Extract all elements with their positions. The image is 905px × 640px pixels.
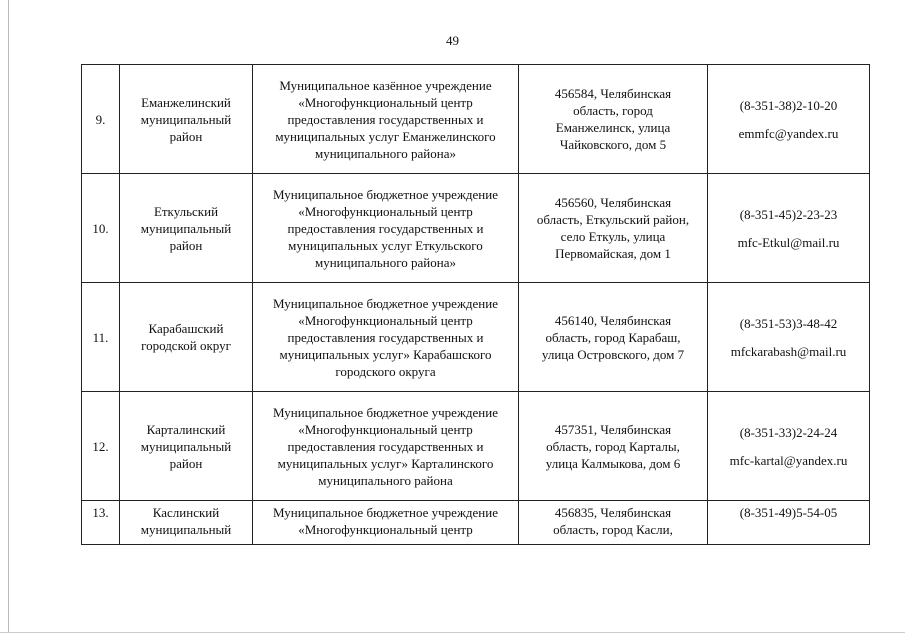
district-cell bbox=[120, 501, 253, 545]
institution-line: предоставления государственных и bbox=[287, 220, 484, 236]
address-line: 456140, Челябинская bbox=[554, 312, 672, 328]
email-address: emmfc@yandex.ru bbox=[738, 125, 839, 141]
table-body bbox=[82, 65, 870, 545]
contact-cell bbox=[708, 392, 870, 501]
address-line: Чайковского, дом 5 bbox=[559, 137, 667, 152]
table-row bbox=[82, 392, 870, 501]
institution-line: Муниципальное бюджетное учреждение bbox=[273, 186, 498, 202]
district-line: Каслинский bbox=[152, 505, 220, 520]
institution-line: городского округа bbox=[335, 363, 436, 379]
district-line: муниципальный bbox=[140, 111, 232, 127]
row-number: 11. bbox=[92, 329, 109, 345]
address-line: область, город Касли, bbox=[553, 522, 673, 537]
district-line: муниципальный bbox=[140, 220, 232, 236]
institution-line: муниципальных услуг» Карабашского bbox=[279, 346, 492, 362]
row-number-cell bbox=[82, 65, 120, 174]
table-row bbox=[82, 283, 870, 392]
institution-line: предоставления государственных и bbox=[287, 438, 484, 454]
row-number: 13. bbox=[92, 505, 109, 520]
contact-cell bbox=[708, 65, 870, 174]
district-cell bbox=[120, 392, 253, 501]
email-address: mfc-Etkul@mail.ru bbox=[737, 234, 840, 250]
district-line: Карталинский bbox=[146, 421, 226, 437]
address-cell bbox=[519, 65, 708, 174]
email-address: mfc-kartal@yandex.ru bbox=[729, 452, 848, 468]
district-line: район bbox=[169, 237, 203, 253]
address-line: село Еткуль, улица bbox=[560, 229, 666, 244]
page-number: 49 bbox=[446, 33, 459, 48]
table-row bbox=[82, 501, 870, 545]
district-line: Еманжелинский bbox=[141, 94, 231, 110]
scan-bottom-edge bbox=[0, 632, 905, 633]
institution-line: муниципальных услуг» Карталинского bbox=[277, 455, 494, 471]
address-line: 456560, Челябинская bbox=[554, 195, 672, 210]
address-line: область, город bbox=[573, 103, 653, 118]
address-line: Еманжелинск, улица bbox=[555, 120, 671, 135]
contact-cell bbox=[708, 174, 870, 283]
institution-line: Муниципальное бюджетное учреждение bbox=[273, 295, 498, 311]
address-cell bbox=[519, 283, 708, 392]
contact-cell bbox=[708, 501, 870, 545]
district-line: район bbox=[169, 455, 203, 471]
row-number-cell bbox=[82, 174, 120, 283]
institution-line: муниципальных услуг Еманжелинского bbox=[275, 128, 496, 144]
institution-line: муниципального района» bbox=[315, 145, 456, 161]
institution-cell bbox=[253, 174, 519, 283]
institution-line: «Многофункциональный центр bbox=[298, 312, 473, 328]
district-line: муниципальный bbox=[140, 438, 232, 454]
institution-line: «Многофункциональный центр bbox=[298, 203, 473, 219]
address-line: улица Островского, дом 7 bbox=[541, 346, 685, 362]
row-number-cell bbox=[82, 283, 120, 392]
institution-line: муниципальных услуг Еткульского bbox=[288, 237, 483, 253]
institution-line: Муниципальное бюджетное учреждение bbox=[273, 505, 498, 520]
address-line: 456835, Челябинская bbox=[554, 505, 672, 520]
table-row bbox=[82, 174, 870, 283]
institution-line: Муниципальное бюджетное учреждение bbox=[273, 404, 498, 420]
district-line: Еткульский bbox=[153, 203, 219, 219]
institution-line: предоставления государственных и bbox=[287, 111, 484, 127]
address-cell bbox=[519, 501, 708, 545]
table-row bbox=[82, 65, 870, 174]
institution-line: предоставления государственных и bbox=[287, 329, 484, 345]
institution-line: «Многофункциональный центр bbox=[298, 522, 473, 537]
district-line: район bbox=[169, 128, 203, 144]
institution-line: «Многофункциональный центр bbox=[298, 94, 473, 110]
address-line: 456584, Челябинская bbox=[554, 86, 672, 101]
row-number: 9. bbox=[95, 111, 106, 127]
institution-line: Муниципальное казённое учреждение bbox=[279, 77, 492, 93]
district-cell bbox=[120, 283, 253, 392]
address-line: Первомайская, дом 1 bbox=[555, 246, 671, 261]
address-line: 457351, Челябинская bbox=[554, 421, 672, 437]
address-line: область, город Карабаш, bbox=[545, 329, 681, 345]
district-line: муниципальный bbox=[140, 522, 232, 537]
phone-number: (8-351-45)2-23-23 bbox=[739, 206, 838, 222]
district-line: городской округ bbox=[141, 338, 231, 353]
phone-number: (8-351-49)5-54-05 bbox=[739, 505, 838, 520]
phone-number: (8-351-33)2-24-24 bbox=[739, 424, 838, 440]
district-line: Карабашский bbox=[148, 321, 224, 336]
institution-cell bbox=[253, 283, 519, 392]
row-number: 10. bbox=[92, 220, 109, 236]
address-line: область, город Карталы, bbox=[546, 438, 680, 454]
institution-line: муниципального района» bbox=[315, 254, 456, 270]
institution-cell bbox=[253, 65, 519, 174]
address-line: улица Калмыкова, дом 6 bbox=[545, 455, 681, 471]
institution-line: муниципального района bbox=[318, 472, 453, 488]
phone-number: (8-351-38)2-10-20 bbox=[739, 97, 838, 113]
row-number: 12. bbox=[92, 438, 109, 454]
phone-number: (8-351-53)3-48-42 bbox=[739, 315, 838, 331]
address-line: область, Еткульский район, bbox=[536, 212, 690, 227]
address-cell bbox=[519, 392, 708, 501]
institution-line: «Многофункциональный центр bbox=[298, 421, 473, 437]
address-cell bbox=[519, 174, 708, 283]
institution-cell bbox=[253, 392, 519, 501]
row-number-cell bbox=[82, 392, 120, 501]
scan-left-edge bbox=[8, 0, 9, 632]
contact-cell bbox=[708, 283, 870, 392]
district-cell bbox=[120, 65, 253, 174]
district-cell bbox=[120, 174, 253, 283]
row-number-cell bbox=[82, 501, 120, 545]
institution-cell bbox=[253, 501, 519, 545]
email-address: mfckarabash@mail.ru bbox=[730, 343, 847, 359]
mfc-registry-table bbox=[81, 64, 870, 545]
